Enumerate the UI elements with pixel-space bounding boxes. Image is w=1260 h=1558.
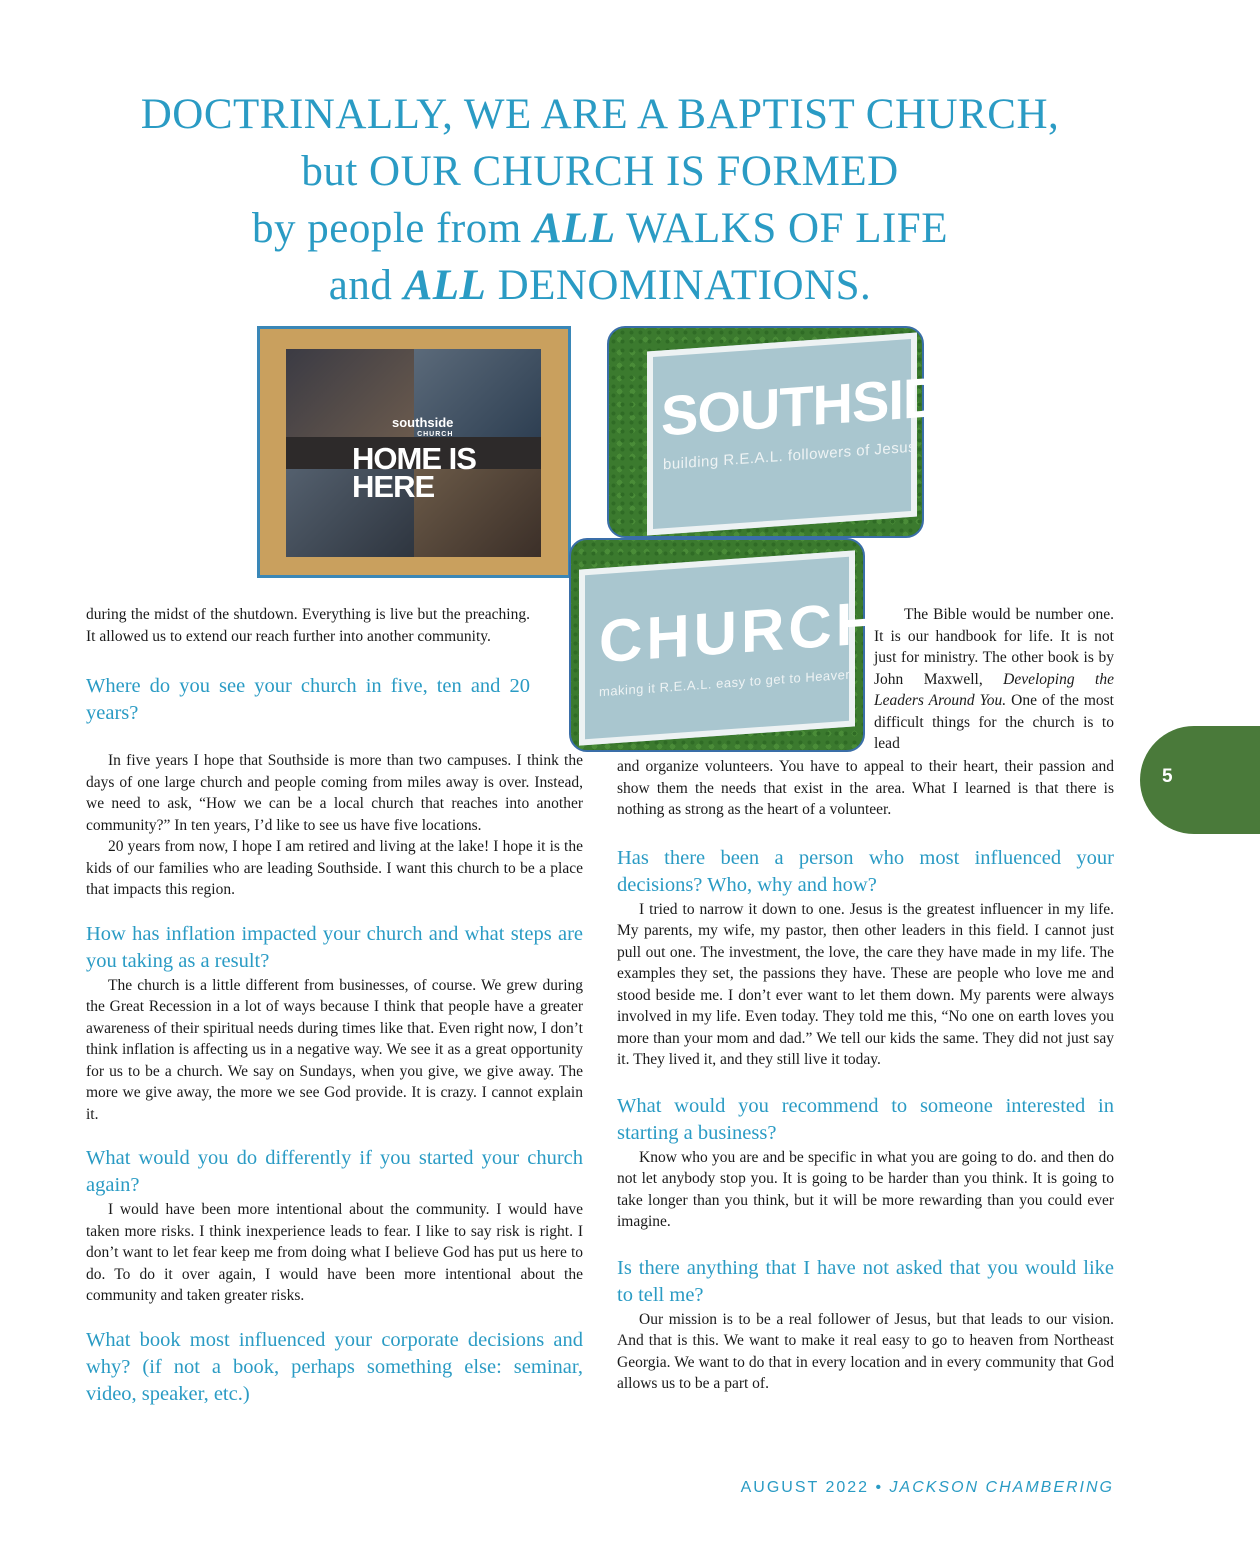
headline bbox=[60, 86, 1140, 314]
answer-book-text-1: The Bible would be number one. It is our handbook for life. It is not just for ministry. The other book is by John Maxwell, bbox=[874, 606, 1114, 688]
headline-emphasis-all-2: ALL bbox=[403, 262, 487, 309]
headline-line-3-post: WALKS OF LIFE bbox=[615, 205, 948, 252]
banner-church-title: CHURCH bbox=[599, 588, 883, 676]
right-column bbox=[617, 756, 1114, 1395]
answer-anything-else: Our mission is to be a real follower of Jesus, but that leads to our vision. And that is this. We want to make it real easy to go to heaven from Northeast Georgia. We want to do that in every location and in every community that God allows us to be a part of. bbox=[617, 1310, 1114, 1392]
question-anything-else: Is there anything that I have not asked that you would like to tell me? bbox=[617, 1256, 1114, 1306]
answer-book-continued: and organize volunteers. You have to appeal to their heart, their passion and show them the needs that exist in the area. What I learned is that there is nothing as strong as the heart of a volunteer. bbox=[617, 758, 1114, 818]
photo-home-is-here-poster bbox=[257, 326, 571, 578]
banner-southside-tagline: building R.E.A.L. followers of Jesus bbox=[663, 438, 917, 474]
intro-paragraph: during the midst of the shutdown. Everything is live but the preaching. It allowed us to extend our reach further into another community. bbox=[86, 606, 530, 645]
headline-line-3 bbox=[60, 200, 1140, 257]
left-column-top bbox=[86, 604, 530, 727]
page-number-tab bbox=[1140, 726, 1260, 834]
footer bbox=[700, 1479, 1114, 1497]
answer-five-years-paragraph: In five years I hope that Southside is more than two campuses. I think the days of one large church and people coming from miles away is over. Instead, we need to ask, “How we can be a local church that reaches into another community?” In ten years, I’d like to see us have five locations. bbox=[86, 752, 583, 834]
question-inflation: How has inflation impacted your church and what steps are you taking as a result? bbox=[86, 922, 583, 972]
footer-publication: JACKSON CHAMBERING bbox=[889, 1479, 1114, 1496]
headline-line-4-pre: and bbox=[328, 262, 404, 309]
answer-person-influence: I tried to narrow it down to one. Jesus is the greatest influencer in my life. My parents, my wife, my pastor, then other leaders in this field. I cannot just pull out one. The investment, the love, the care they have made in my life. The examples they set, the passions they have. These are people who love me and stood beside me. I don’t ever want to let them down. My parents were always involved in my life. Even today. They told me this, “No one on earth loves you more than your mom and dad.” We tell our kids the same. They did not just say it. They lived it, and they still live it today. bbox=[617, 900, 1114, 1068]
banner-church bbox=[579, 550, 883, 745]
headline-line-4-post: DENOMINATIONS. bbox=[486, 262, 872, 309]
headline-emphasis-all-1: ALL bbox=[532, 205, 616, 252]
answer-book-text-2: One of the most difficult things for the church is to lead bbox=[874, 692, 1114, 752]
question-book-influence: What book most influenced your corporate decisions and why? (if not a book, perhaps something else: seminar, video, speaker, etc.) bbox=[86, 1328, 583, 1405]
answer-starting-business: Know who you are and be specific in what you are going to do. and then do not let anybody stop you. It is going to be harder than you think. It is going to take longer than you think, but it will be more rewarding than you could ever imagine. bbox=[617, 1148, 1114, 1230]
headline-line-2: but OUR CHURCH IS FORMED bbox=[301, 148, 899, 195]
answer-twenty-years-paragraph: 20 years from now, I hope I am retired and living at the lake! I hope it is the kids of our families who are leading Southside. I want this church to be a place that impacts this region. bbox=[86, 838, 583, 898]
headline-line-4 bbox=[60, 257, 1140, 314]
banner-southside-title: SOUTHSIDE bbox=[661, 362, 979, 448]
poster-collage bbox=[286, 349, 541, 557]
question-do-differently: What would you do differently if you started your church again? bbox=[86, 1147, 583, 1196]
banner-church-tagline: making it R.E.A.L. easy to get to Heaven bbox=[599, 666, 854, 700]
poster-brand-sub: CHURCH bbox=[417, 431, 454, 438]
answer-inflation: The church is a little different from businesses, of course. We grew during the Great Recession in a lot of ways because I think that people have a greater awareness of their spiritual needs during times like that. Even right now, I don’t think inflation is affecting us in a negative way. We see it as a great opportunity for us to be a church. We say on Sundays, when you give, we give away. The more we give away, the more we see God provide. It is crazy. I cannot explain it. bbox=[86, 976, 583, 1123]
photo-church-banner bbox=[569, 538, 883, 752]
question-five-ten-twenty-years: Where do you see your church in five, ten and 20 years? bbox=[86, 675, 530, 724]
poster-slogan-line-2: HERE bbox=[352, 469, 435, 504]
photo-southside-banner bbox=[607, 326, 979, 538]
right-column-top bbox=[874, 604, 1114, 755]
answer-do-differently: I would have been more intentional about the community. I would have taken more risks. I think inexperience leads to fear. I like to say risk is right. I don’t want to let fear keep me from doing what I believe God has put us here to do. To do it over again, I would have been more intentional about the community and taken greater risks. bbox=[86, 1201, 583, 1304]
question-person-influence: Has there been a person who most influenced your decisions? Who, why and how? bbox=[617, 846, 1114, 896]
poster-slogan bbox=[352, 441, 476, 504]
footer-issue: AUGUST 2022 • bbox=[740, 1479, 890, 1496]
question-starting-business: What would you recommend to someone interested in starting a business? bbox=[617, 1094, 1114, 1144]
poster-brand-logo bbox=[392, 417, 453, 441]
poster-slogan-line-1: HOME IS bbox=[352, 441, 476, 476]
book-title: Developing the Leaders Around You. bbox=[874, 670, 1114, 709]
poster-brand-name: southside bbox=[392, 415, 454, 430]
headline-line-3-pre: by people from bbox=[252, 205, 533, 252]
answer-book-start bbox=[874, 604, 1114, 755]
banner-southside bbox=[647, 333, 979, 536]
left-column bbox=[86, 750, 583, 1408]
headline-line-1: DOCTRINALLY, WE ARE A BAPTIST CHURCH, bbox=[140, 91, 1060, 138]
page-number: 5 bbox=[1162, 766, 1173, 787]
